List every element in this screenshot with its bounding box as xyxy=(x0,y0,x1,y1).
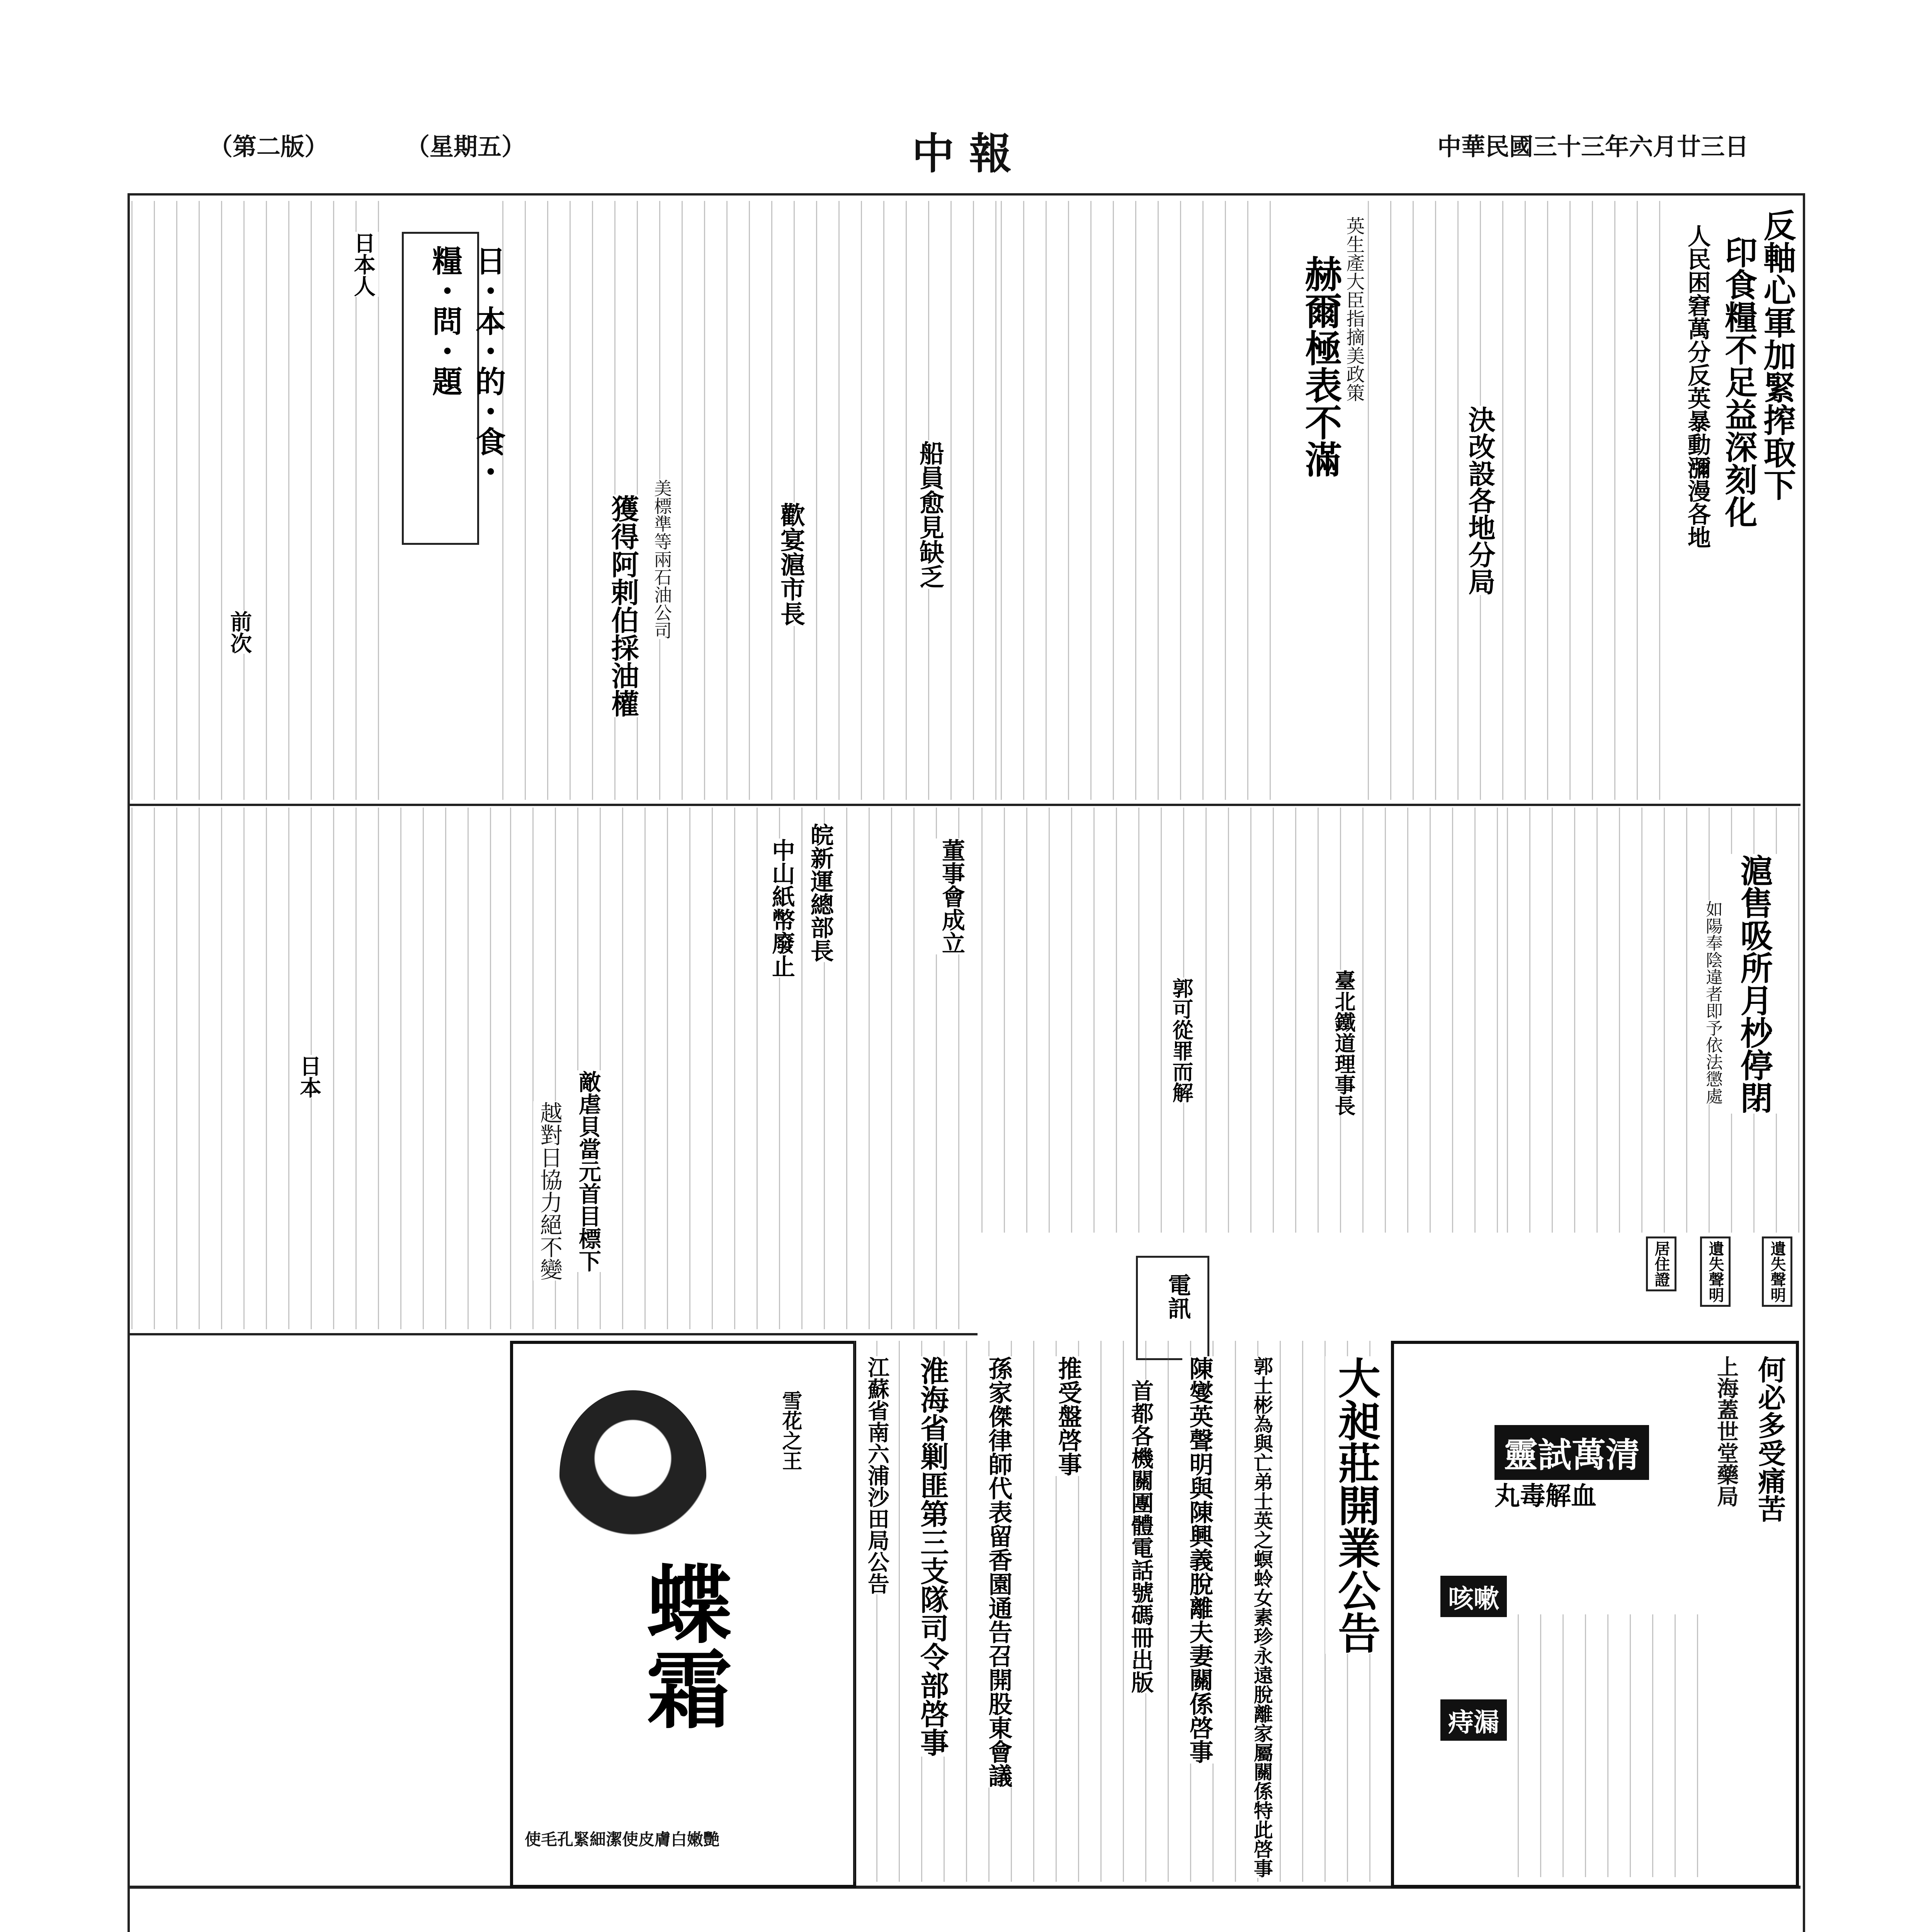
article-headline: 郭可從罪而解 xyxy=(1167,978,1197,1103)
article-headline: 船員愈見缺乏 xyxy=(912,440,947,589)
article-headline: 歡宴滬市長 xyxy=(773,502,808,626)
article-headline: 皖新運總部長 xyxy=(804,823,837,962)
notice-phone-book: 首都各機關團體電話號碼冊出版 xyxy=(1124,1379,1157,1693)
pharmacy-headline: 何必多受痛苦 xyxy=(1753,1355,1786,1522)
article-block xyxy=(981,406,1503,1233)
article-block xyxy=(502,201,997,800)
divider xyxy=(128,804,1800,806)
masthead-date: 中華民國三十三年六月廿三日 xyxy=(1437,133,1749,161)
body-text-block xyxy=(1518,1614,1711,1877)
article-headline: 敵虐貝當元首目標下 xyxy=(572,1070,604,1272)
feature-title: 日・本・的・食・糧・問・題 xyxy=(427,245,506,486)
pharmacy-label: 痔漏 xyxy=(1440,1699,1507,1741)
lead-headline-2: 印食糧不足益深刻化 xyxy=(1720,236,1758,528)
masthead-paper: 中 報 xyxy=(912,129,1012,179)
pharmacy-product-sub: 丸毒解血 xyxy=(1494,1481,1596,1511)
article-headline: 中山紙幣廢止 xyxy=(765,838,798,978)
masthead-weekday: （星期五） xyxy=(406,133,526,161)
notice-lawyer: 孫家傑律師代表留香園通告召開股東會議 xyxy=(981,1356,1016,1787)
article-headline: 董事會成立 xyxy=(935,838,968,954)
notice-lost: 遺失聲明 xyxy=(1700,1236,1731,1307)
article-headline: 赫爾極表不滿 xyxy=(1299,255,1343,478)
notices-column xyxy=(854,1341,1383,1882)
body-text-block xyxy=(1368,201,1669,800)
sidebar-label: 日本人 xyxy=(348,232,379,297)
article-headline: 獲得阿剌伯採油權 xyxy=(603,495,643,717)
article-subhead: 如陽奉陰違者即予依法懲處 xyxy=(1700,900,1725,1104)
article-headline: 臺北鐵道理事長 xyxy=(1329,970,1359,1116)
radio-label: 電訊 xyxy=(1164,1273,1191,1320)
article-headline: 決改設各地分局 xyxy=(1460,406,1500,595)
notice-jiangsu: 江蘇省南六浦沙田局公告 xyxy=(862,1356,893,1594)
ad-brand: 蝶霜 xyxy=(632,1560,733,1730)
portrait-illustration xyxy=(559,1390,706,1560)
article-headline: 滬售吸所月杪停閉 xyxy=(1731,854,1778,1114)
lead-story xyxy=(1368,201,1797,800)
lead-subhead: 人民困窘萬分反英暴動瀰漫各地 xyxy=(1684,224,1711,549)
pharmacy-label: 咳嗽 xyxy=(1440,1576,1507,1617)
notice-commander: 淮海省剿匪第三支隊司令部啓事 xyxy=(912,1356,953,1757)
notice-divorce-2: 郭士彬為與亡弟士英之螟蛉女素珍永遠脫離家屬關係特此啓事 xyxy=(1248,1356,1276,1878)
article-block xyxy=(1507,808,1800,1233)
pharmacy-ad xyxy=(1391,1341,1799,1888)
sidebar-label: 前次 xyxy=(224,611,255,654)
ad-label: 雪花之王 xyxy=(779,1390,802,1471)
divider xyxy=(128,1333,978,1335)
lead-headline-1: 反軸心軍加緊搾取下 xyxy=(1758,209,1797,501)
article-subhead: 美標準等兩石油公司 xyxy=(649,479,675,639)
body-text-block xyxy=(981,808,1503,1233)
pharmacy-name: 上海蓋世堂藥局 xyxy=(1714,1355,1739,1507)
feature-box xyxy=(402,232,506,545)
article-block xyxy=(1001,201,1364,800)
article-subhead: 英生產大臣指摘美政策 xyxy=(1343,216,1365,402)
notices-strip xyxy=(1507,1236,1800,1329)
article-block xyxy=(131,808,502,1329)
masthead-page: （第二版） xyxy=(209,133,329,161)
pharmacy-product: 靈試萬清 xyxy=(1494,1425,1649,1480)
masthead xyxy=(0,128,1911,179)
notice-start-business: 推受盤啓事 xyxy=(1051,1356,1085,1476)
snow-cream-ad xyxy=(510,1341,856,1888)
feature-body xyxy=(131,201,398,800)
notice-divorce: 陳燮英聲明與陳興義脫離夫妻關係啓事 xyxy=(1182,1356,1217,1764)
body-text-block xyxy=(1001,201,1271,800)
notice-residence: 居住證 xyxy=(1646,1236,1676,1291)
ad-claims: 使毛孔緊細潔使皮膚白嫩艷 xyxy=(525,1830,720,1849)
notice-lost: 遺失聲明 xyxy=(1762,1236,1792,1307)
sidebar-label: 日本 xyxy=(294,1055,325,1098)
article-block xyxy=(510,808,974,1329)
notice-opening: 大昶莊開業公告 xyxy=(1325,1356,1386,1654)
article-subhead: 越對日協力絕不變 xyxy=(533,1101,566,1281)
